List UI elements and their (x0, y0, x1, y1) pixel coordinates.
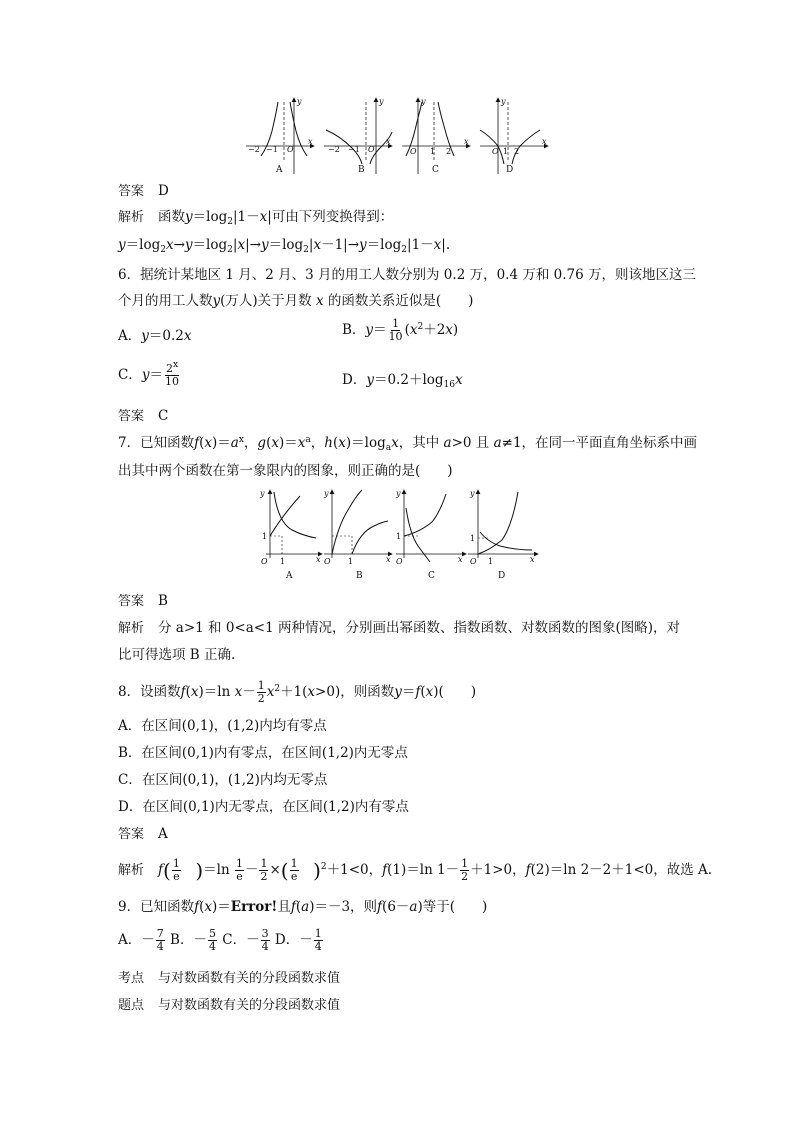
q7-graphs-svg (252, 486, 542, 582)
q5-a-origin: O (287, 145, 294, 154)
q5-answer: D (158, 183, 169, 199)
q9-error-text: Error! (230, 899, 278, 915)
q8-text: 8．设函数f(x)＝ln x－ $\frac{1}{2}$ $x^2+1(x>0)$，则函数y＝f(x)( ) (118, 679, 477, 705)
q7-d-tick1: 1 (488, 557, 494, 566)
q5-a-x: x (308, 137, 313, 146)
q8-option-a: A．在区间(0,1)，(1,2)内均有零点 (118, 718, 327, 734)
q7-c-x: x (458, 555, 463, 564)
q8-analysis-end: ，故选 A. (653, 862, 713, 878)
q7-b-y: y (324, 489, 329, 498)
q7-text-post: ，在同一平面直角坐标系中画 (521, 435, 698, 451)
q7-text-pre: 7．已知函数 (118, 435, 195, 451)
q8-answer-label: 答案 (118, 827, 145, 842)
q7-b-tick1: 1 (348, 557, 354, 566)
q7-graph-b (323, 489, 392, 581)
q5-answer-label: 答案 (118, 184, 145, 199)
q6-opt-d-label: D． (342, 372, 367, 388)
q7-graph-a (259, 489, 322, 581)
q5-a-y: y (297, 97, 302, 106)
q7-d-origin: O (470, 557, 477, 566)
q9-tidian: 与对数函数有关的分段函数求值 (158, 998, 341, 1013)
q7-b-x: x (386, 555, 391, 564)
q5-graph-d (480, 97, 548, 175)
q8-analysis-line: 解析 f( $\frac{1}{e}$ )＝ln $\frac{1}{e}$ － $\frac{1}{2}$ ×( $\frac{1}{e}$ )$^2$＋1<0，f(1)＝ln 1－ $\frac{1}{2}$ ＋1>0，f(2)＝ln 2－2＋1<0，故选 A. (118, 857, 713, 883)
q8-analysis-label: 解析 (118, 863, 145, 878)
q5-d-tick-2: 2 (514, 147, 520, 156)
q5-graph-b (324, 97, 392, 175)
q5-c-tick-2: 2 (446, 147, 452, 156)
q6-option-d: D．$y=0.2+\log_{16}x$ (342, 372, 463, 390)
q7-a-one: 1 (262, 532, 268, 541)
q5-c-y: y (421, 97, 426, 106)
q7-c-origin: O (396, 557, 403, 566)
q8-answer-line (118, 825, 168, 844)
q7-answer: B (158, 593, 168, 609)
q7-a-x: x (316, 555, 321, 564)
q7-b-origin: O (324, 557, 331, 566)
q7-graph-d (468, 489, 538, 581)
q9-kaodian: 与对数函数有关的分段函数求值 (158, 971, 341, 986)
q5-c-origin: O (410, 147, 417, 156)
q5-analysis-pre: 函数 (158, 209, 186, 225)
q5-graphs-svg (244, 96, 550, 176)
q5-analysis-line: 解析 函数$y=\log_2|1-x|$可由下列变换得到： (118, 209, 394, 227)
q9-options: A．－ $\frac{7}{4}$ B．－ $\frac{5}{4}$ C．－ $\frac{3}{4}$ D．－ $\frac{1}{4}$ (118, 927, 322, 953)
q6-text-c: 的函数关系近似是( ) (327, 293, 474, 309)
q8-text-post: ，则函数 (340, 684, 395, 700)
q5-d-y: y (501, 97, 506, 106)
q7-d-x: x (530, 555, 535, 564)
q5-graph-a (246, 97, 314, 175)
q7-graphs (252, 486, 542, 582)
q5-b-tick-neg1: −1 (348, 145, 360, 154)
q5-c-label: C (432, 165, 439, 175)
q9-tidian-line (118, 996, 340, 1015)
q9-kaodian-line (118, 969, 340, 988)
q5-b-origin: O (368, 145, 375, 154)
q7-analysis-line1 (118, 619, 680, 638)
q7-b-label: B (356, 571, 363, 581)
q6-option-b: B．y＝ $\frac{1}{10}$ $(x^2+2x)$ (342, 317, 459, 343)
q9-text-mid: 且 (277, 899, 291, 915)
q7-graph-c (395, 489, 466, 581)
q7-c-y: y (396, 489, 401, 498)
q6-option-c: C．y＝ $\frac{2^x}{10}$ (118, 360, 179, 388)
q9-kaodian-label: 考点 (118, 971, 145, 986)
q5-answer-line (118, 182, 169, 201)
q9-opt-d-label: D． (274, 932, 300, 948)
q8-option-c: C．在区间(0,1)，(1,2)内均无零点 (118, 772, 328, 788)
q9-tidian-label: 题点 (118, 998, 145, 1013)
q6-opt-b-label: B． (342, 322, 366, 338)
q9-text-mid2: ，则 (350, 899, 378, 915)
q9-opt-c-label: C． (222, 932, 247, 948)
q7-text-line2: 出其中两个函数在第一象限内的图象，则正确的是( ) (118, 463, 453, 479)
q8-text-pre: 8．设函数 (118, 684, 181, 700)
q5-analysis-label: 解析 (118, 210, 145, 225)
q7-analysis-line2: 比可得选项 B 正确. (118, 647, 236, 663)
q8-text-end: ( ) (438, 684, 477, 700)
q5-d-label: D (506, 165, 514, 175)
q7-answer-line (118, 592, 168, 611)
q5-c-tick-1: 1 (430, 147, 436, 156)
q9-opt-a-label: A． (118, 932, 142, 948)
q6-opt-c-label: C． (118, 367, 142, 383)
q5-d-origin: O (492, 147, 499, 156)
q7-d-y: y (470, 489, 475, 498)
q5-a-tick-neg1: −1 (266, 145, 278, 154)
q6-text-b: (万人)关于月数 (220, 293, 312, 309)
q9-text-end: 等于( ) (422, 899, 488, 915)
q9-text-pre: 9．已知函数 (118, 899, 195, 915)
q7-answer-label: 答案 (118, 594, 145, 609)
q6-answer: C (158, 408, 169, 424)
q5-graph-c (402, 97, 470, 175)
q5-c-x: x (464, 137, 469, 146)
q7-d-one: 1 (470, 534, 476, 543)
q8-option-b: B．在区间(0,1)内有零点，在区间(1,2)内无零点 (118, 745, 408, 761)
q9-text: 9．已知函数f(x)＝Error!且f(a)＝－3，则f(6－a)等于( ) (118, 899, 488, 915)
q7-text-mid: ，其中 (398, 435, 440, 451)
q5-a-label: A (276, 165, 283, 175)
q9-opt-b-label: B． (170, 932, 194, 948)
q6-option-a: A．y＝0.2x (118, 328, 192, 344)
q7-c-label: C (428, 571, 435, 581)
q7-a-y: y (260, 489, 265, 498)
q7-analysis-label: 解析 (118, 621, 145, 636)
q5-a-tick-neg2: −2 (248, 145, 260, 154)
q7-analysis-text1: 分 a>1 和 0<a<1 两种情况，分别画出幂函数、指数函数、对数函数的图象(图略)，对 (158, 620, 681, 636)
q5-transform-line: $y=\log_2x\to y=\log_2|x|\to y=\log_2|x-1|\to y=\log_2|1-x|$. (118, 237, 451, 255)
q5-b-y: y (379, 97, 384, 106)
q7-a-tick1: 1 (280, 557, 286, 566)
q6-opt-a-label: A． (118, 328, 142, 344)
q6-text-line2: 个月的用工人数y(万人)关于月数 x 的函数关系近似是( ) (118, 293, 474, 309)
q7-c-one: 1 (396, 532, 402, 541)
q7-a-origin: O (261, 557, 268, 566)
q5-d-x: x (542, 137, 547, 146)
q6-answer-label: 答案 (118, 409, 145, 424)
q7-a-label: A (286, 571, 293, 581)
q5-d-tick-1: 1 (503, 147, 509, 156)
q7-text-line1: 7．已知函数$f(x)=a^x$，$g(x)=x^a$，$h(x)=\log_ax$，其中 a>0 且 a≠1，在同一平面直角坐标系中画 (118, 435, 698, 453)
q8-option-d: D．在区间(0,1)内无零点，在区间(1,2)内有零点 (118, 799, 409, 815)
q7-d-label: D (498, 571, 506, 581)
q6-text-a: 个月的用工人数 (118, 293, 213, 309)
q5-graphs (244, 96, 550, 176)
q5-b-label: B (358, 165, 365, 175)
q5-b-tick-neg2: −2 (328, 145, 340, 154)
q5-b-x: x (386, 137, 391, 146)
q6-answer-line (118, 407, 168, 426)
q8-answer: A (158, 826, 168, 842)
q5-analysis-post: 可由下列变换得到： (271, 209, 394, 225)
q6-text-line1: 6．据统计某地区 1 月、2 月、3 月的用工人数分别为 0.2 万，0.4 万和 0.76 万，则该地区这三 (118, 267, 696, 283)
